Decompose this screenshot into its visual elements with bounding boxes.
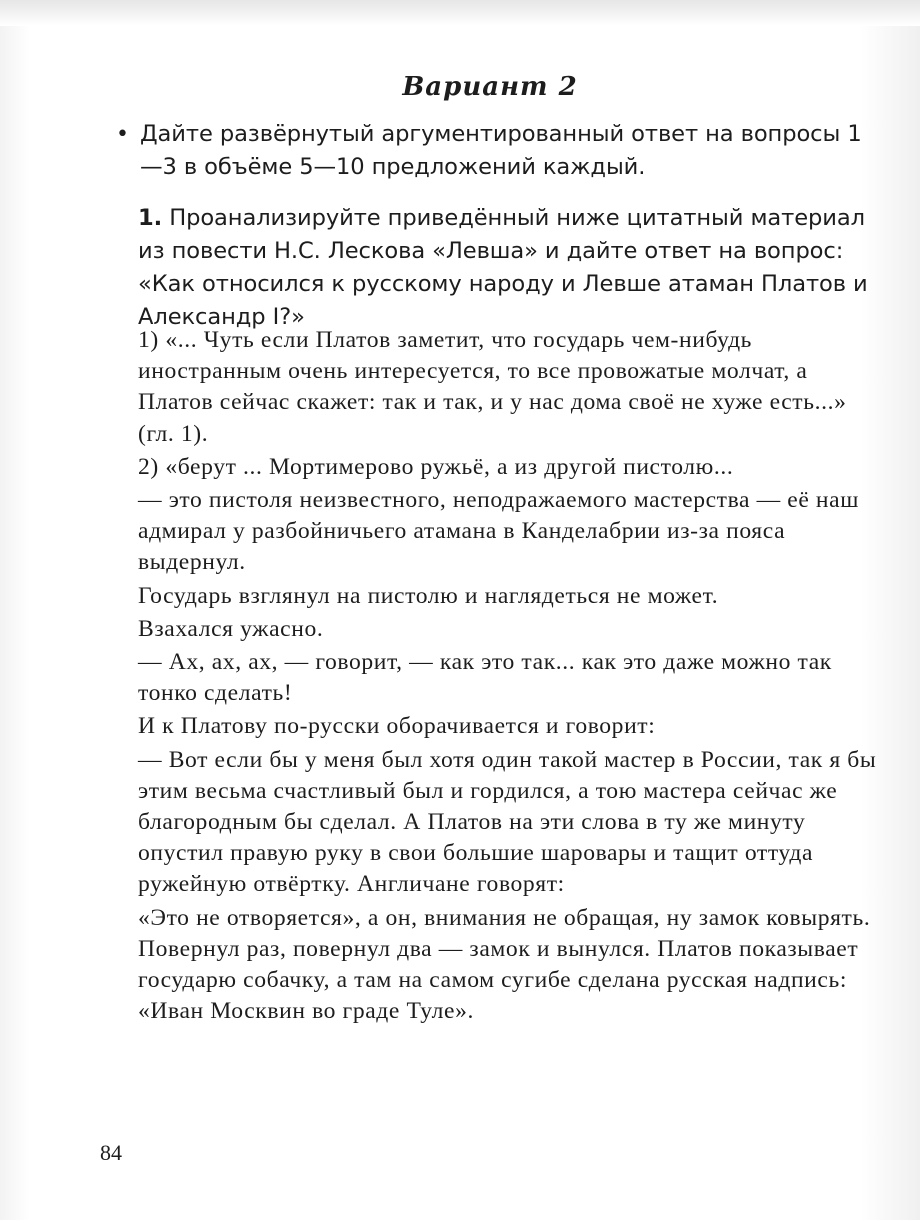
question-text: Проанализируйте приведённый ниже цитатный материал из повести Н.С. Лескова «Левша» и дайте ответ на вопрос: «Как относился к русскому народу и Левше атаман Платов и Александр I?»	[138, 205, 868, 330]
quote-body	[138, 325, 883, 1029]
quote-paragraph: Государь взглянул на пистолю и наглядеться не может.	[138, 582, 719, 609]
page-number: 84	[100, 1140, 122, 1165]
variant-heading: Вариант 2	[402, 72, 578, 102]
quote-paragraph: 2) «берут ... Мортимерово ружьё, а из другой пистолю...	[138, 453, 734, 480]
quote-paragraph: — Вот если бы у меня был хотя один такой мастер в России, так я бы этим весьма счастливый был и гордился, а тою мастера сейчас же благородным бы сделал. А Платов на эти слова в ту же минуту опустил правую руку в свои большие шаровары и тащит оттуда ружейную отвёртку. Англичане говорят:	[138, 746, 877, 898]
quote-paragraph: — Ах, ах, ах, — говорит, — как это так... как это даже можно так тонко сделать!	[138, 649, 832, 707]
instruction-block	[116, 118, 870, 184]
question-1	[138, 202, 878, 334]
quote-paragraph: Взахался ужасно.	[138, 615, 324, 642]
quote-paragraph: 1) «... Чуть если Платов заметит, что государь чем-нибудь иностранным очень интересуется, то все провожатые молчат, а Платов сейчас скажет: так и так, и у нас дома своё не хуже есть...» (гл. 1).	[138, 327, 847, 447]
instruction-text: Дайте развёрнутый аргументированный ответ на вопросы 1—3 в объёме 5—10 предложений каждый.	[140, 121, 862, 180]
quote-paragraph: И к Платову по-русски оборачивается и говорит:	[138, 713, 656, 740]
page-top-shadow	[0, 0, 920, 26]
question-number: 1.	[138, 205, 163, 231]
quote-paragraph: «Это не отворяется», а он, внимания не обращая, ну замок ковырять. Повернул раз, повернул два — замок и вынулся. Платов показывает государю собачку, а там на самом сугибе сделана русская надпись: «Иван Москвин во граде Туле».	[138, 904, 871, 1025]
bullet-icon: •	[116, 122, 129, 147]
quote-paragraph: — это пистоля неизвестного, неподражаемого мастерства — её наш адмирал у разбойничьего атамана в Канделабрии из-за пояса выдернул.	[138, 487, 859, 576]
